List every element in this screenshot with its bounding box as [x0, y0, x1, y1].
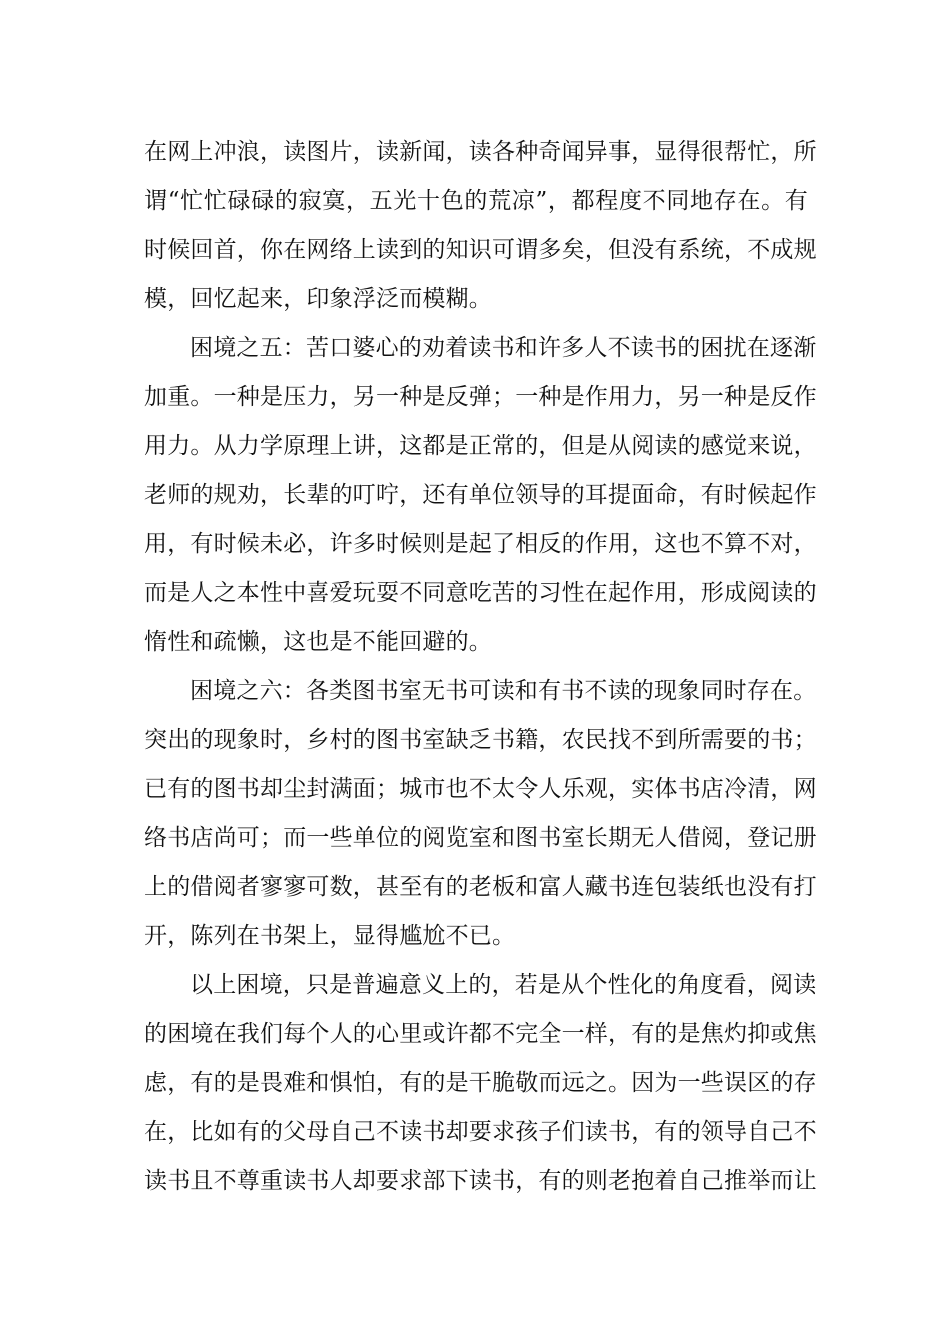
body-text [144, 128, 817, 1206]
text-line: 的困境在我们每个人的心里或许都不完全一样，有的是焦灼抑或焦 [144, 1021, 817, 1047]
text-line: 而是人之本性中喜爱玩耍不同意吃苦的习性在起作用，形成阅读的 [144, 580, 817, 606]
text-line: 已有的图书却尘封满面；城市也不太令人乐观，实体书店冷清，网 [144, 776, 817, 802]
text-line: 上的借阅者寥寥可数，甚至有的老板和富人藏书连包装纸也没有打 [144, 874, 817, 900]
text-line: 惰性和疏懒，这也是不能回避的。 [144, 629, 492, 655]
text-line: 开，陈列在书架上，显得尴尬不已。 [144, 923, 516, 949]
paragraph [144, 961, 817, 1206]
text-line: 在，比如有的父母自己不读书却要求孩子们读书，有的领导自己不 [144, 1119, 817, 1145]
text-line: 谓“忙忙碌碌的寂寞，五光十色的荒凉”，都程度不同地存在。有 [144, 188, 808, 214]
text-line: 用力。从力学原理上讲，这都是正常的，但是从阅读的感觉来说， [144, 433, 817, 459]
text-line: 虑，有的是畏难和惧怕，有的是干脆敬而远之。因为一些误区的存 [144, 1070, 817, 1096]
paragraph [144, 324, 817, 667]
text-line: 老师的规劝，长辈的叮咛，还有单位领导的耳提面命，有时候起作 [144, 482, 817, 508]
text-line: 加重。一种是压力，另一种是反弹；一种是作用力，另一种是反作 [144, 384, 817, 410]
text-line: 络书店尚可；而一些单位的阅览室和图书室长期无人借阅，登记册 [144, 825, 817, 851]
paragraph [144, 128, 817, 324]
text-line: 突出的现象时，乡村的图书室缺乏书籍，农民找不到所需要的书； [144, 727, 817, 753]
text-line: 读书且不尊重读书人却要求部下读书，有的则老抱着自己推举而让 [144, 1168, 817, 1194]
text-line: 用，有时候未必，许多时候则是起了相反的作用，这也不算不对， [144, 531, 817, 557]
text-line: 在网上冲浪，读图片，读新闻，读各种奇闻异事，显得很帮忙，所 [144, 139, 817, 165]
text-line: 时候回首，你在网络上读到的知识可谓多矣，但没有系统，不成规 [144, 237, 817, 263]
text-line: 困境之五：苦口婆心的劝着读书和许多人不读书的困扰在逐渐 [190, 335, 817, 361]
paragraph [144, 667, 817, 961]
text-line: 以上困境，只是普遍意义上的，若是从个性化的角度看，阅读 [190, 972, 817, 998]
text-line: 模，回忆起来，印象浮泛而模糊。 [144, 286, 492, 312]
text-line: 困境之六：各类图书室无书可读和有书不读的现象同时存在。 [190, 678, 817, 704]
